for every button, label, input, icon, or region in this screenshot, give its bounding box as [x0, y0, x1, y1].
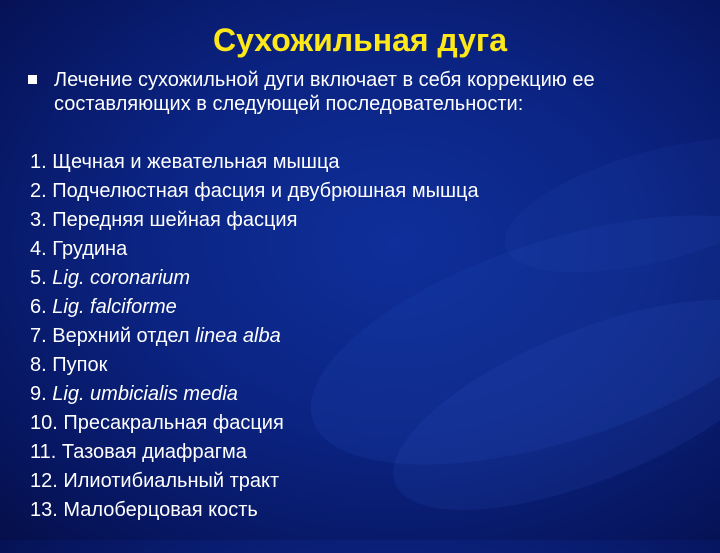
square-bullet-icon — [28, 75, 37, 84]
item-number: 9. — [30, 383, 47, 405]
background-swoosh — [491, 110, 720, 299]
list-item — [30, 235, 479, 264]
list-item — [30, 206, 479, 235]
list-item — [30, 438, 479, 467]
item-number: 2. — [30, 180, 47, 202]
item-text: Верхний отдел — [52, 325, 190, 347]
item-text: Пресакральная фасция — [63, 412, 284, 434]
item-text: Илиотибиальный тракт — [63, 470, 280, 492]
list-item — [30, 322, 479, 351]
item-text: Щечная и жевательная мышца — [52, 151, 340, 173]
item-number: 11. — [30, 441, 57, 463]
item-text: Пупок — [52, 354, 108, 376]
item-text: Грудина — [52, 238, 128, 260]
item-text: Малоберцовая кость — [63, 499, 258, 521]
list-item — [30, 467, 479, 496]
list-item — [30, 409, 479, 438]
item-latin-term: Lig. coronarium — [52, 267, 191, 289]
item-number: 1. — [30, 151, 47, 173]
item-number: 8. — [30, 354, 47, 376]
sequence-list — [30, 148, 479, 525]
item-text: Тазовая диафрагма — [61, 441, 247, 463]
list-item — [30, 380, 479, 409]
intro-text: Лечение сухожильной дуги включает в себя коррекцию ее составляющих в следующей последовательности: — [54, 69, 595, 115]
item-latin-term: linea alba — [195, 325, 281, 347]
item-latin-term: Lig. umbicialis media — [52, 383, 238, 405]
item-number: 5. — [30, 267, 47, 289]
item-number: 10. — [30, 412, 58, 434]
list-item — [30, 264, 479, 293]
list-item — [30, 177, 479, 206]
list-item — [30, 293, 479, 322]
list-item — [30, 351, 479, 380]
item-number: 4. — [30, 238, 47, 260]
item-number: 7. — [30, 325, 47, 347]
item-latin-term: Lig. falciforme — [52, 296, 177, 318]
item-number: 6. — [30, 296, 47, 318]
list-item — [30, 148, 479, 177]
list-item — [30, 496, 479, 525]
slide-title: Сухожильная дуга — [212, 22, 508, 58]
item-text: Передняя шейная фасция — [52, 209, 298, 231]
item-number: 13. — [30, 499, 58, 521]
item-number: 12. — [30, 470, 58, 492]
item-text: Подчелюстная фасция и двубрюшная мышца — [52, 180, 479, 202]
intro-paragraph — [28, 68, 688, 116]
item-number: 3. — [30, 209, 47, 231]
